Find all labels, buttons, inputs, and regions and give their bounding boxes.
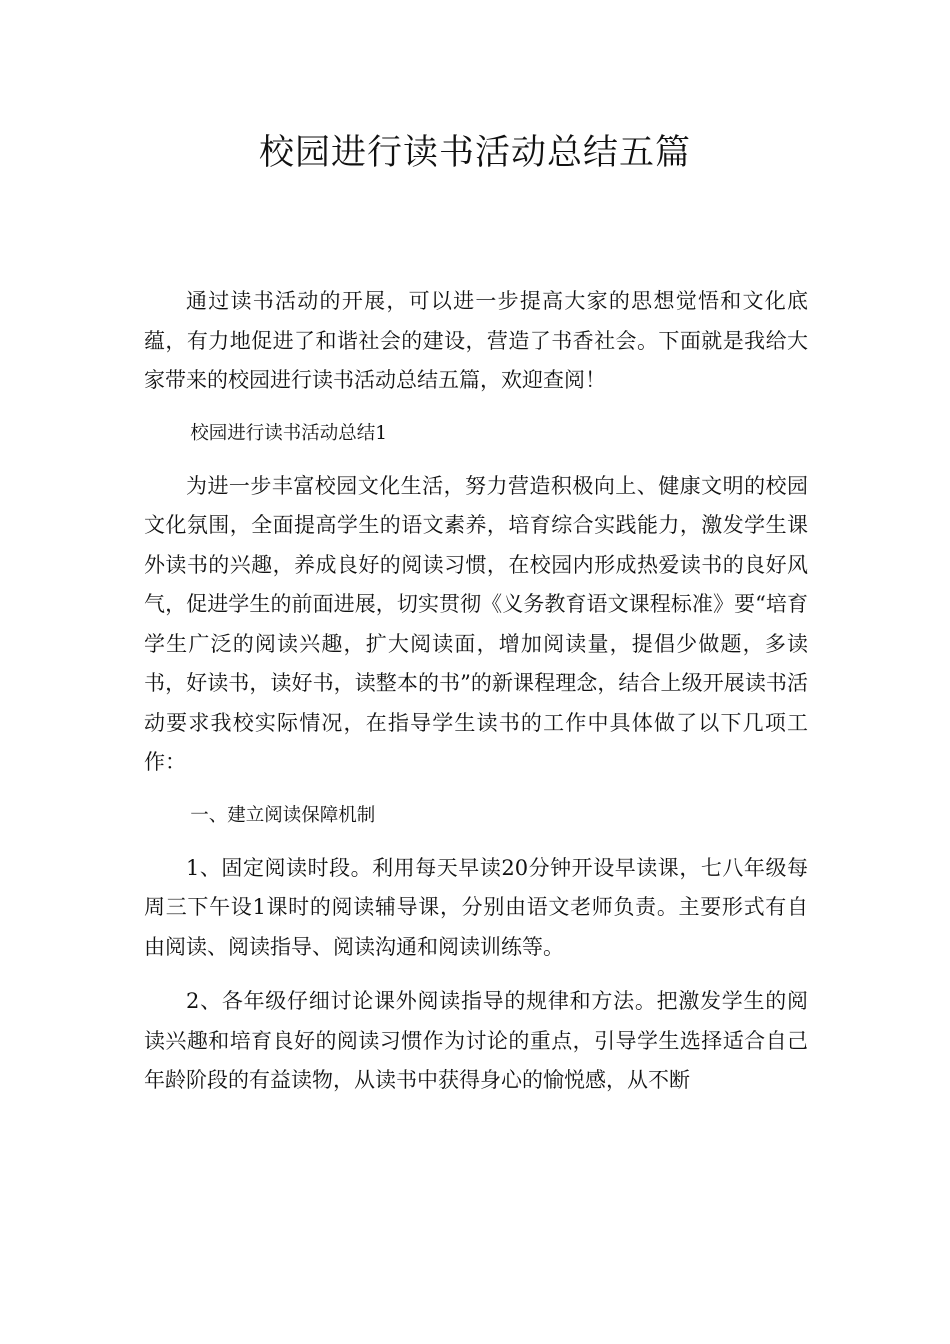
list-item: 1、固定阅读时段。利用每天早读20分钟开设早读课，七八年级每周三下午设1课时的阅读辅导课，分别由语文老师负责。主要形式有自由阅读、阅读指导、阅读沟通和阅读训练等。 (144, 855, 808, 959)
section-heading: 校园进行读书活动总结1 (190, 422, 388, 444)
intro-paragraph: 通过读书活动的开展，可以进一步提高大家的思想觉悟和文化底蕴，有力地促进了和谐社会的建设，营造了书香社会。下面就是我给大家带来的校园进行读书活动总结五篇，欢迎查阅！ (144, 289, 808, 392)
section-paragraph: 为进一步丰富校园文化生活，努力营造积极向上、健康文明的校园文化氛围，全面提高学生的语文素养，培育综合实践能力，激发学生课外读书的兴趣，养成良好的阅读习惯，在校园内形成热爱读书的良好风气，促进学生的前面进展，切实贯彻《义务教育语文课程标准》要“培育学生广泛的阅读兴趣，扩大阅读面，增加阅读量，提倡少做题，多读书，好读书，读好书，读整本的书”的新课程理念，结合上级开展读书活动要求我校实际情况，在指导学生读书的工作中具体做了以下几项工作： (144, 473, 808, 774)
document-body (144, 282, 808, 1101)
subheading: 一、建立阅读保障机制 (190, 804, 376, 826)
document-title: 校园进行读书活动总结五篇 (258, 133, 691, 173)
list-item: 2、各年级仔细讨论课外阅读指导的规律和方法。把激发学生的阅读兴趣和培育良好的阅读习惯作为讨论的重点，引导学生选择适合自己年龄阶段的有益读物，从读书中获得身心的愉悦感，从不断 (144, 989, 808, 1092)
